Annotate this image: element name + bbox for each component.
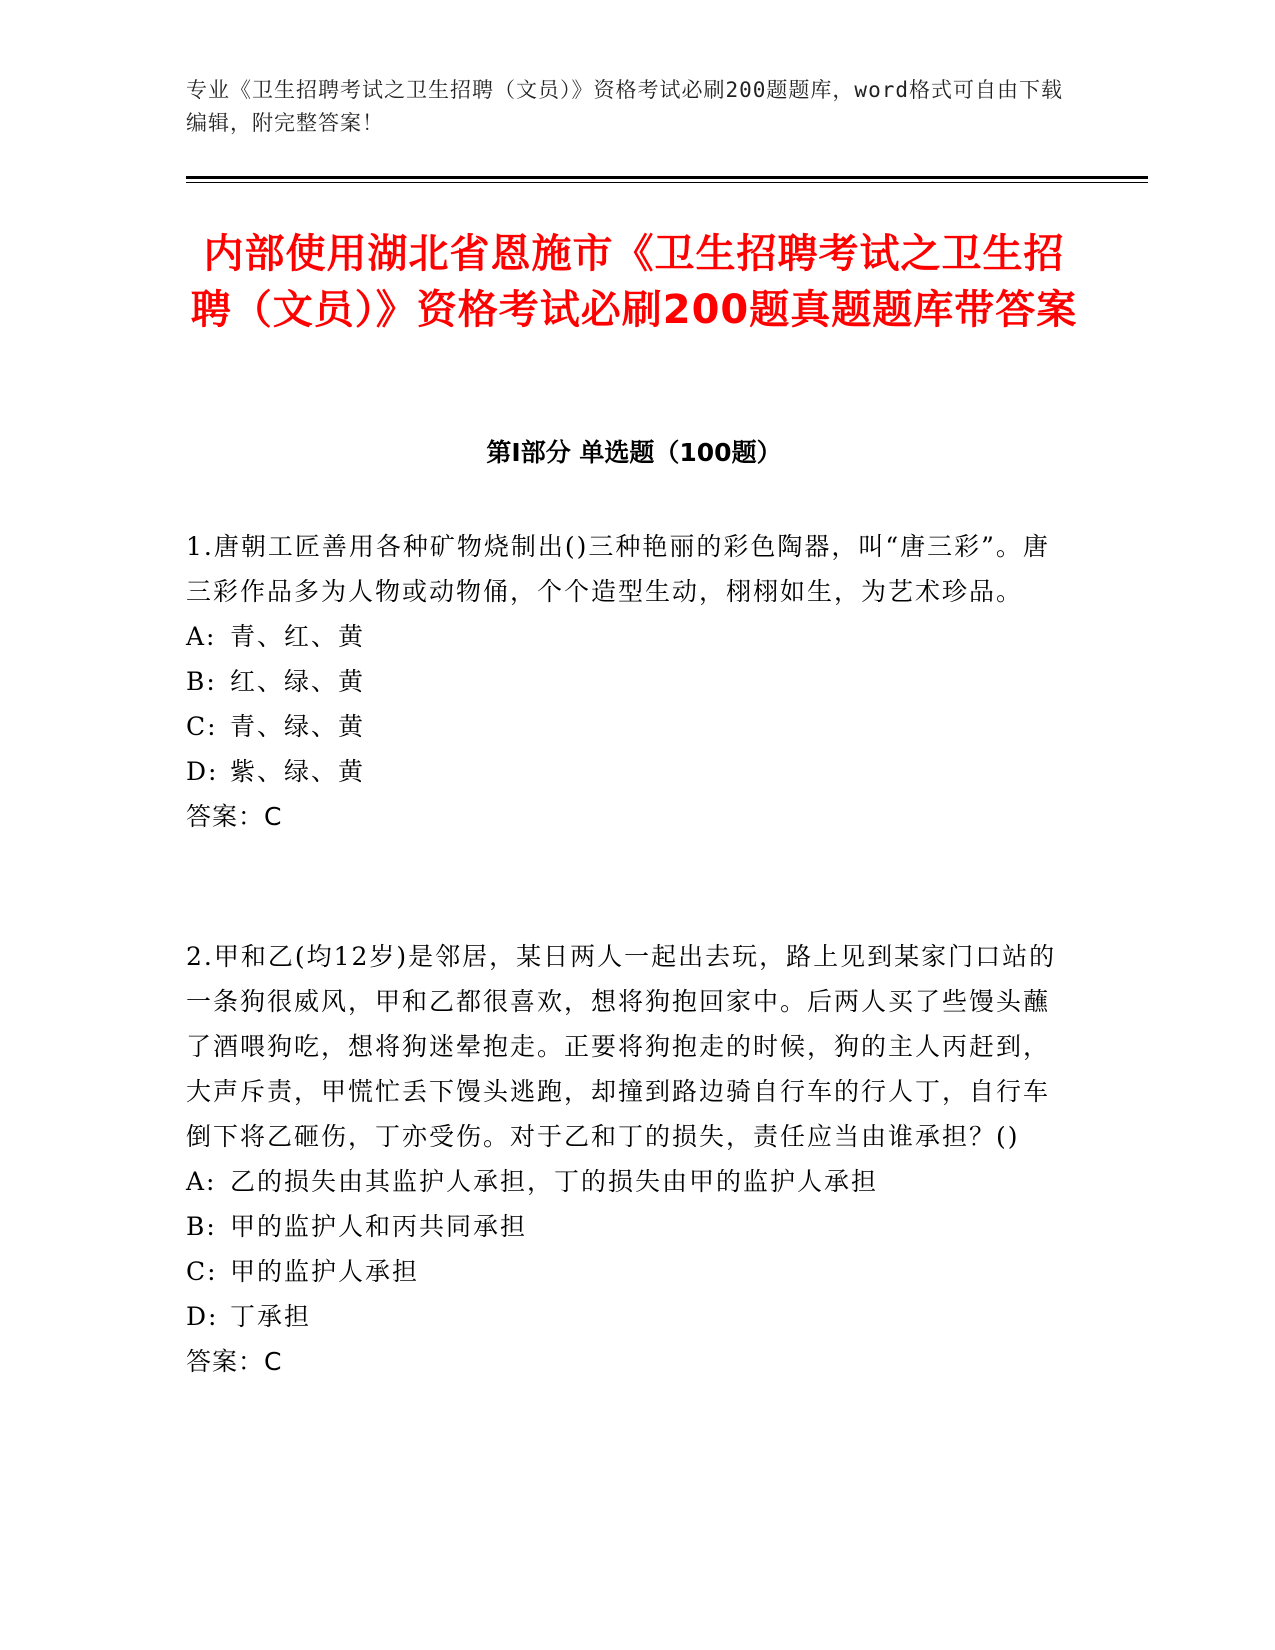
option-text: 红、绿、黄 — [230, 667, 366, 696]
document-title: 内部使用湖北省恩施市《卫生招聘考试之卫生招聘（文员）》资格考试必刷200题真题题库带答案 — [190, 231, 1078, 333]
option-letter: B: — [186, 1212, 217, 1241]
option-text: 甲的监护人承担 — [230, 1257, 420, 1286]
option-d — [186, 749, 1066, 794]
question-1 — [186, 524, 1066, 839]
question-2 — [186, 934, 1066, 1384]
option-letter: B: — [186, 667, 217, 696]
header-divider-thick — [186, 176, 1148, 179]
section-title: 第Ⅰ部分 单选题（100题） — [486, 438, 782, 467]
option-text: 甲的监护人和丙共同承担 — [230, 1212, 528, 1241]
option-b — [186, 659, 1066, 704]
option-c — [186, 1249, 1066, 1294]
option-letter: C: — [186, 1257, 218, 1286]
option-letter: D: — [186, 757, 219, 786]
header-divider-thin — [186, 182, 1148, 183]
option-letter: D: — [186, 1302, 219, 1331]
option-letter: C: — [186, 712, 218, 741]
answer-line: 答案：C — [186, 1347, 283, 1376]
option-c — [186, 704, 1066, 749]
option-text: 乙的损失由其监护人承担，丁的损失由甲的监护人承担 — [230, 1167, 879, 1196]
option-letter: A: — [186, 622, 217, 651]
answer-line: 答案：C — [186, 802, 283, 831]
option-text: 青、红、黄 — [230, 622, 366, 651]
option-d — [186, 1294, 1066, 1339]
question-stem: 2.甲和乙(均12岁)是邻居，某日两人一起出去玩，路上见到某家门口站的一条狗很威风，甲和乙都很喜欢，想将狗抱回家中。后两人买了些馒头蘸了酒喂狗吃，想将狗迷晕抱走。正要将狗抱走的时候，狗的主人丙赶到，大声斥责，甲慌忙丢下馒头逃跑，却撞到路边骑自行车的行人丁，自行车倒下将乙砸伤，丁亦受伤。对于乙和丁的损失，责任应当由谁承担？() — [186, 942, 1057, 1151]
option-a — [186, 614, 1066, 659]
header-note: 专业《卫生招聘考试之卫生招聘（文员）》资格考试必刷200题题库，word格式可自由下载编辑，附完整答案！ — [186, 78, 1063, 135]
option-letter: A: — [186, 1167, 217, 1196]
question-stem: 1.唐朝工匠善用各种矿物烧制出()三种艳丽的彩色陶器，叫“唐三彩”。唐三彩作品多为人物或动物俑，个个造型生动，栩栩如生，为艺术珍品。 — [186, 532, 1050, 606]
option-text: 紫、绿、黄 — [230, 757, 366, 786]
option-b — [186, 1204, 1066, 1249]
option-a — [186, 1159, 1066, 1204]
option-text: 青、绿、黄 — [230, 712, 366, 741]
option-text: 丁承担 — [230, 1302, 312, 1331]
